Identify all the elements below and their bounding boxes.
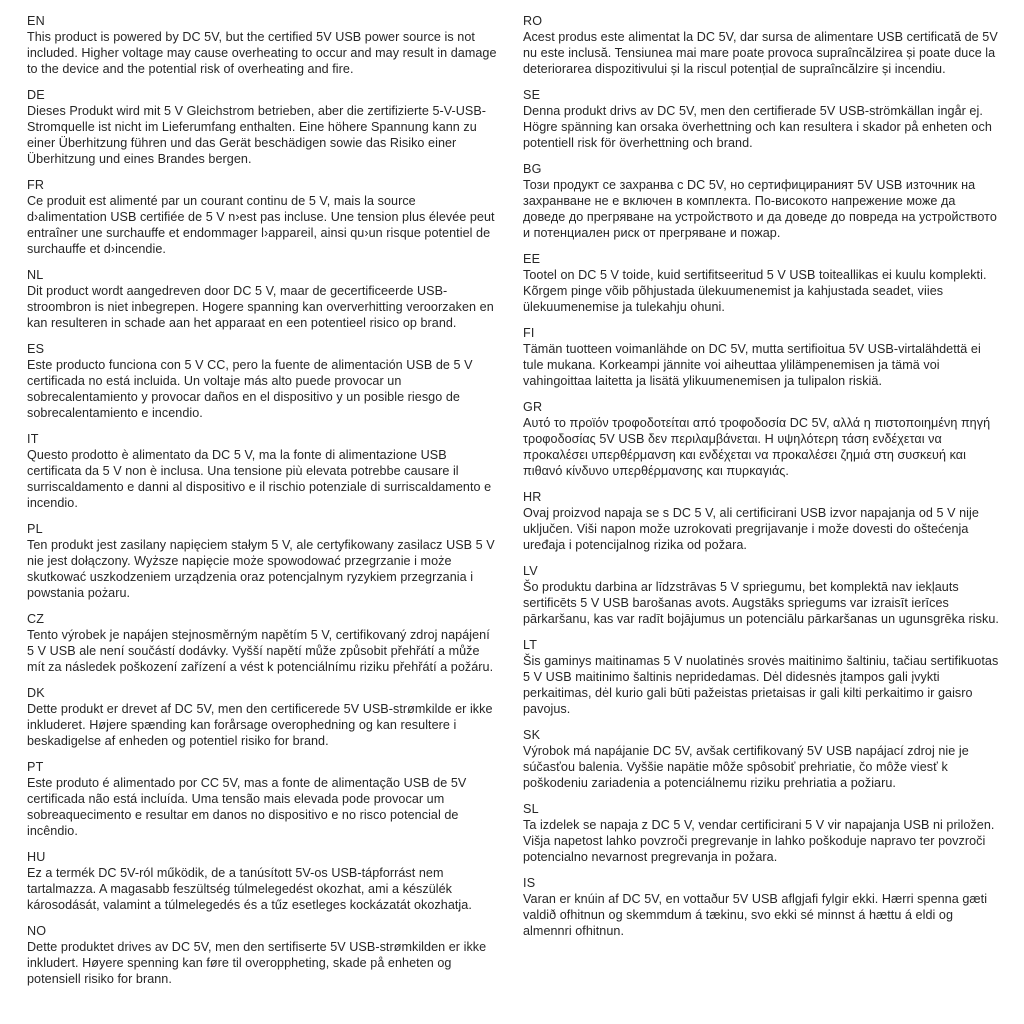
language-code: LV [523, 564, 538, 578]
language-warning-text: Este produto é alimentado por CC 5V, mas a fonte de alimentação USB de 5V certificada não está incluída. Uma tensão mais elevada pode provocar um sobreaquecimento e resultar em danos no dispositivo e no risco potencial de incêndio. [27, 776, 467, 838]
language-warning-text: Acest produs este alimentat la DC 5V, dar sursa de alimentare USB certificată de 5V nu este inclusă. Tensiunea mai mare poate provoca supraîncălzirea și poate duce la deteriorarea dispozitivului și la riscul potențial de supraîncălzire și incendiu. [523, 30, 998, 76]
language-code: DE [27, 88, 45, 102]
language-section [523, 801, 1000, 865]
language-code: HU [27, 850, 46, 864]
language-warning-text: Dit product wordt aangedreven door DC 5 V, maar de gecertificeerde USB-stroombron is niet inbegrepen. Hogere spanning kan oververhitting veroorzaken en kan resulteren in schade aan het apparaat en een potentieel risico op brand. [27, 284, 494, 330]
language-code: LT [523, 638, 538, 652]
language-section [523, 87, 1000, 151]
language-code: PT [27, 760, 44, 774]
language-section [523, 727, 1000, 791]
language-code: IT [27, 432, 39, 446]
language-warning-text: Denna produkt drivs av DC 5V, men den certifierade 5V USB-strömkällan ingår ej. Högre spänning kan orsaka överhettning och kan resultera i skador på enheten och potentiell risk för överhettning och brand. [523, 104, 992, 150]
language-section [27, 431, 497, 511]
language-warning-text: Tämän tuotteen voimanlähde on DC 5V, mutta sertifioitua 5V USB-virtalähdettä ei tule mukana. Korkeampi jännite voi aiheuttaa ylilämpenemisen ja tämä voi vahingoittaa laitetta ja lisätä ylikuumenemisen ja tulipalon riskiä. [523, 342, 981, 388]
language-warning-text: Šis gaminys maitinamas 5 V nuolatinės srovės maitinimo šaltiniu, tačiau sertifikuotas 5 V USB maitinimo šaltinis nepridedamas. Dėl didesnės įtampos gali įvykti perkaitimas, dėl kurio gali būti pažeistas prietaisas ir gali kilti perkaitimo ir gaisro pavojus. [523, 654, 999, 716]
language-warning-text: Dieses Produkt wird mit 5 V Gleichstrom betrieben, aber die zertifizierte 5-V-USB-Stromquelle ist nicht im Lieferumfang enthalten. Eine höhere Spannung kann zu einer Überhitzung führen und das Gerät beschädigen sowie das Risiko einer Überhitzung und eines Brandes bergen. [27, 104, 487, 166]
language-section [523, 13, 1000, 77]
language-warning-text: Dette produkt er drevet af DC 5V, men den certificerede 5V USB-strømkilde er ikke inkluderet. Højere spænding kan forårsage overophedning og kan resultere i beskadigelse af enheden og potentiel risiko for brand. [27, 702, 493, 748]
language-code: HR [523, 490, 542, 504]
language-code: EE [523, 252, 541, 266]
language-section [27, 611, 497, 675]
language-section [523, 489, 1000, 553]
language-code: EN [27, 14, 45, 28]
language-warning-text: Questo prodotto è alimentato da DC 5 V, ma la fonte di alimentazione USB certificata da 5 V non è inclusa. Una tensione più elevata potrebbe causare il surriscaldamento e danni al dispositivo e il rischio potenziale di surriscaldamento e incendio. [27, 448, 492, 510]
language-code: NL [27, 268, 44, 282]
language-warning-text: Ovaj proizvod napaja se s DC 5 V, ali certificirani USB izvor napajanja od 5 V nije uključen. Viši napon može uzrokovati pregrijavanje i može dovesti do oštećenja uređaja i potencijalnog rizika od požara. [523, 506, 979, 552]
language-code: RO [523, 14, 543, 28]
language-warning-text: This product is powered by DC 5V, but the certified 5V USB power source is not included. Higher voltage may cause overheating to occur and may result in damage to the device and the potential risk of overheating and fire. [27, 30, 497, 76]
language-section [27, 13, 497, 77]
language-warning-text: Този продукт се захранва с DC 5V, но сертифицираният 5V USB източник на захранване не е включен в комплекта. По-високото напрежение може да доведе до прегряване на устройството и да доведе до повреда на устройството и потенциален риск от прегряване и пожар. [523, 178, 997, 240]
language-section [523, 399, 1000, 479]
language-code: GR [523, 400, 543, 414]
language-warning-text: Ez a termék DC 5V-ról működik, de a tanúsított 5V-os USB-tápforrást nem tartalmazza. A magasabb feszültség túlmelegedést okozhat, ami a készülék károsodását, valamint a túlmelegedés és a tűz esetleges kockázatát okozhatja. [27, 866, 472, 912]
language-warning-text: Ce produit est alimenté par un courant continu de 5 V, mais la source d›alimentation USB certifiée de 5 V n›est pas incluse. Une tension plus élevée peut entraîner une surchauffe et endommager l›appareil, ainsi qu›un risque potentiel de surchauffe et d›incendie. [27, 194, 495, 256]
language-section [523, 251, 1000, 315]
language-section [523, 563, 1000, 627]
language-section [27, 87, 497, 167]
language-warning-text: Šo produktu darbina ar līdzstrāvas 5 V spriegumu, bet komplektā nav iekļauts sertificēts 5 V USB barošanas avots. Augstāks spriegums var izraisīt ierīces pārkaršanu, kas var radīt bojājumus un potenciālu pārkaršanas un ugunsgrēka risku. [523, 580, 999, 626]
language-code: ES [27, 342, 45, 356]
language-code: FI [523, 326, 535, 340]
language-warning-text: Tootel on DC 5 V toide, kuid sertifitseeritud 5 V USB toiteallikas ei kuulu komplekti. Kõrgem pinge võib põhjustada ülekuumenemist ja kahjustada seadet, viies ülekuumenemise ja tulekahju ohuni. [523, 268, 987, 314]
language-code: DK [27, 686, 45, 700]
language-section [27, 267, 497, 331]
language-section [27, 341, 497, 421]
language-section [27, 759, 497, 839]
language-warning-text: Ta izdelek se napaja z DC 5 V, vendar certificirani 5 V vir napajanja USB ni priložen. Višja napetost lahko povzroči pregrevanje in lahko poškoduje napravo ter povzroči potencialno nevarnost pregrevanja in požara. [523, 818, 995, 864]
language-warning-text: Αυτό το προϊόν τροφοδοτείται από τροφοδοσία DC 5V, αλλά η πιστοποιημένη πηγή τροφοδοσίας 5V USB δεν περιλαμβάνεται. Η υψηλότερη τάση ενδέχεται να προκαλέσει υπερθέρμανση και ενδέχεται να προκαλέσει ζημιά στη συσκευή και πιθανό κίνδυνο υπερθέρμανσης και πυρκαγιάς. [523, 416, 991, 478]
language-code: IS [523, 876, 536, 890]
left-column [27, 13, 497, 1024]
language-section [523, 637, 1000, 717]
language-section [523, 325, 1000, 389]
language-warning-text: Este producto funciona con 5 V CC, pero la fuente de alimentación USB de 5 V certificada no está incluida. Un voltaje más alto puede provocar un sobrecalentamiento y provocar daños en el dispositivo y un posible riesgo de sobrecalentamiento e incendio. [27, 358, 473, 420]
language-code: NO [27, 924, 47, 938]
language-section [523, 161, 1000, 241]
language-code: BG [523, 162, 542, 176]
language-code: SK [523, 728, 541, 742]
language-warning-text: Výrobok má napájanie DC 5V, avšak certifikovaný 5V USB napájací zdroj nie je súčasťou balenia. Vyššie napätie môže spôsobiť prehriatie, čo môže viesť k poškodeniu zariadenia a potenciálnemu riziku prehriatia a požiaru. [523, 744, 969, 790]
language-warning-text: Ten produkt jest zasilany napięciem stałym 5 V, ale certyfikowany zasilacz USB 5 V nie jest dołączony. Wyższe napięcie może spowodować przegrzanie i może skutkować uszkodzeniem urządzenia oraz potencjalnym ryzykiem przegrzania i powstania pożaru. [27, 538, 495, 600]
language-code: SL [523, 802, 539, 816]
language-code: PL [27, 522, 43, 536]
language-warning-text: Tento výrobek je napájen stejnosměrným napětím 5 V, certifikovaný zdroj napájení 5 V USB ale není součástí dodávky. Vyšší napětí může způsobit přehřátí a může mít za následek poškození zařízení a vést k potenciálnímu riziku přehřátí a požáru. [27, 628, 494, 674]
language-section [523, 875, 1000, 939]
language-section [27, 177, 497, 257]
language-section [27, 849, 497, 913]
language-section [27, 923, 497, 987]
language-code: SE [523, 88, 541, 102]
language-warning-text: Dette produktet drives av DC 5V, men den sertifiserte 5V USB-strømkilden er ikke inkludert. Høyere spenning kan føre til overoppheting, skade på enheten og potensiell risiko for brann. [27, 940, 487, 986]
language-code: CZ [27, 612, 45, 626]
right-column [523, 13, 1000, 1024]
language-code: FR [27, 178, 45, 192]
language-warning-text: Varan er knúin af DC 5V, en vottaður 5V USB aflgjafi fylgir ekki. Hærri spenna gæti valdið ofhitnun og skemmdum á tækinu, svo ekki sé minnst á hættu á eldi og almennri ofhitnun. [523, 892, 988, 938]
language-section [27, 685, 497, 749]
language-section [27, 521, 497, 601]
